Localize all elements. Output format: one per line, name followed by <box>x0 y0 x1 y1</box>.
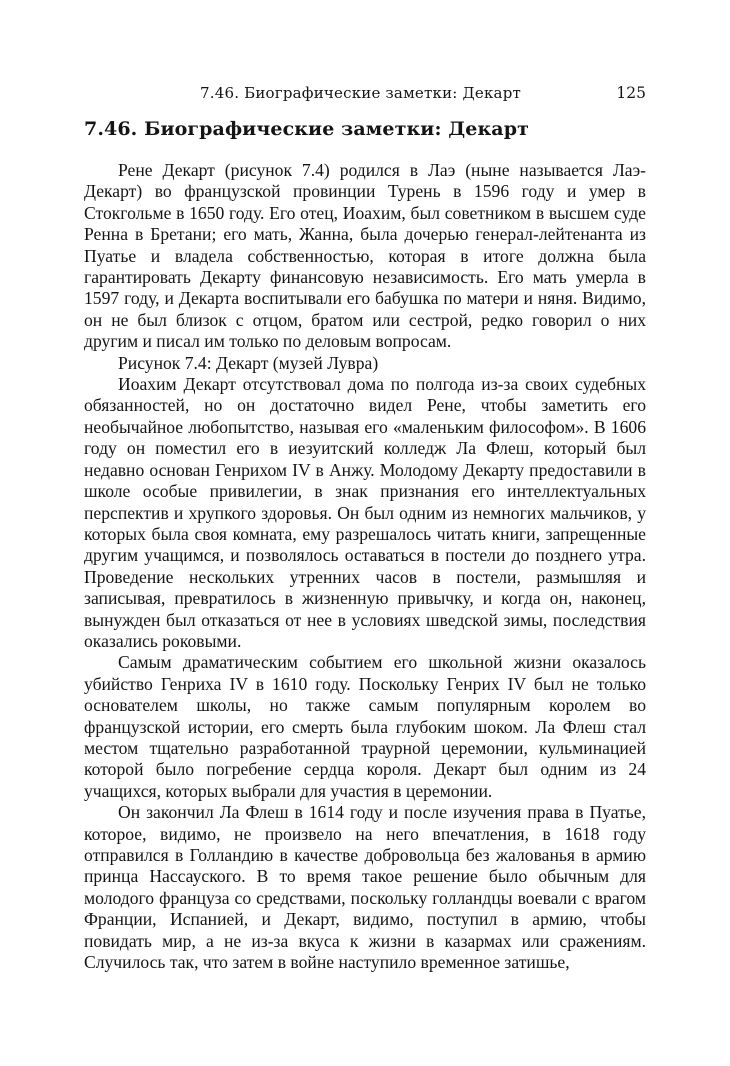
paragraph-3: Самым драматическим событием его школьной жизни оказалось убийство Генриха IV в 1610 году. Поскольку Генрих IV был не только основателем школы, но также самым популярным королем во французской истории, его смерть была глубоким шоком. Ла Флеш стал местом тщательно разработанной траурной церемонии, кульминацией которой было погребение сердца короля. Декарт был одним из 24 учащихся, которых выбрали для участия в церемонии. <box>84 652 646 801</box>
paragraph-1: Рене Декарт (рисунок 7.4) родился в Лаэ (ныне называется Лаэ-Декарт) во французской провинции Турень в 1596 году и умер в Стокгольме в 1650 году. Его отец, Иоахим, был советником в высшем суде Ренна в Бретани; его мать, Жанна, была дочерью генерал-лейтенанта из Пуатье и владела собственностью, которая в итоге должна была гарантировать Декарту финансовую независимость. Его мать умерла в 1597 году, и Декарта воспитывали его бабушка по матери и няня. Видимо, он не был близок с отцом, братом или сестрой, редко говорил о них другим и писал им только по деловым вопросам. <box>84 160 646 352</box>
body-text <box>84 160 646 973</box>
running-head <box>84 84 646 106</box>
running-head-title: 7.46. Биографические заметки: Декарт <box>200 84 521 102</box>
section-title: 7.46. Биографические заметки: Декарт <box>84 118 529 140</box>
paragraph-2: Иоахим Декарт отсутствовал дома по полгода из-за своих судебных обязанностей, но он достаточно видел Рене, чтобы заметить его необычайное любопытство, называя его «маленьким философом». В 1606 году он поместил его в иезуитский колледж Ла Флеш, который был недавно основан Генрихом IV в Анжу. Молодому Декарту предоставили в школе особые привилегии, в знак признания его интеллектуальных перспектив и хрупкого здоровья. Он был одним из немногих мальчиков, у которых была своя комната, ему разрешалось читать книги, запрещенные другим учащимся, и позволялось оставаться в постели до позднего утра. Проведение нескольких утренних часов в постели, размышляя и записывая, превратилось в жизненную привычку, и когда он, наконец, вынужден был отказаться от нее в условиях шведской зимы, последствия оказались роковыми. <box>84 374 646 651</box>
page-number: 125 <box>616 84 646 102</box>
paragraph-4: Он закончил Ла Флеш в 1614 году и после изучения права в Пуатье, которое, видимо, не произвело на него впечатления, в 1618 году отправился в Голландию в качестве добровольца без жалованья в армию принца Нассауского. В то время такое решение было обычным для молодого француза со средствами, поскольку голландцы воевали с врагом Франции, Испанией, и Декарт, видимо, поступил в армию, чтобы повидать мир, а не из-за вкуса к жизни в казармах или сражениям. Случилось так, что затем в войне наступило временное затишье, <box>84 802 646 973</box>
figure-caption: Рисунок 7.4: Декарт (музей Лувра) <box>118 352 379 373</box>
